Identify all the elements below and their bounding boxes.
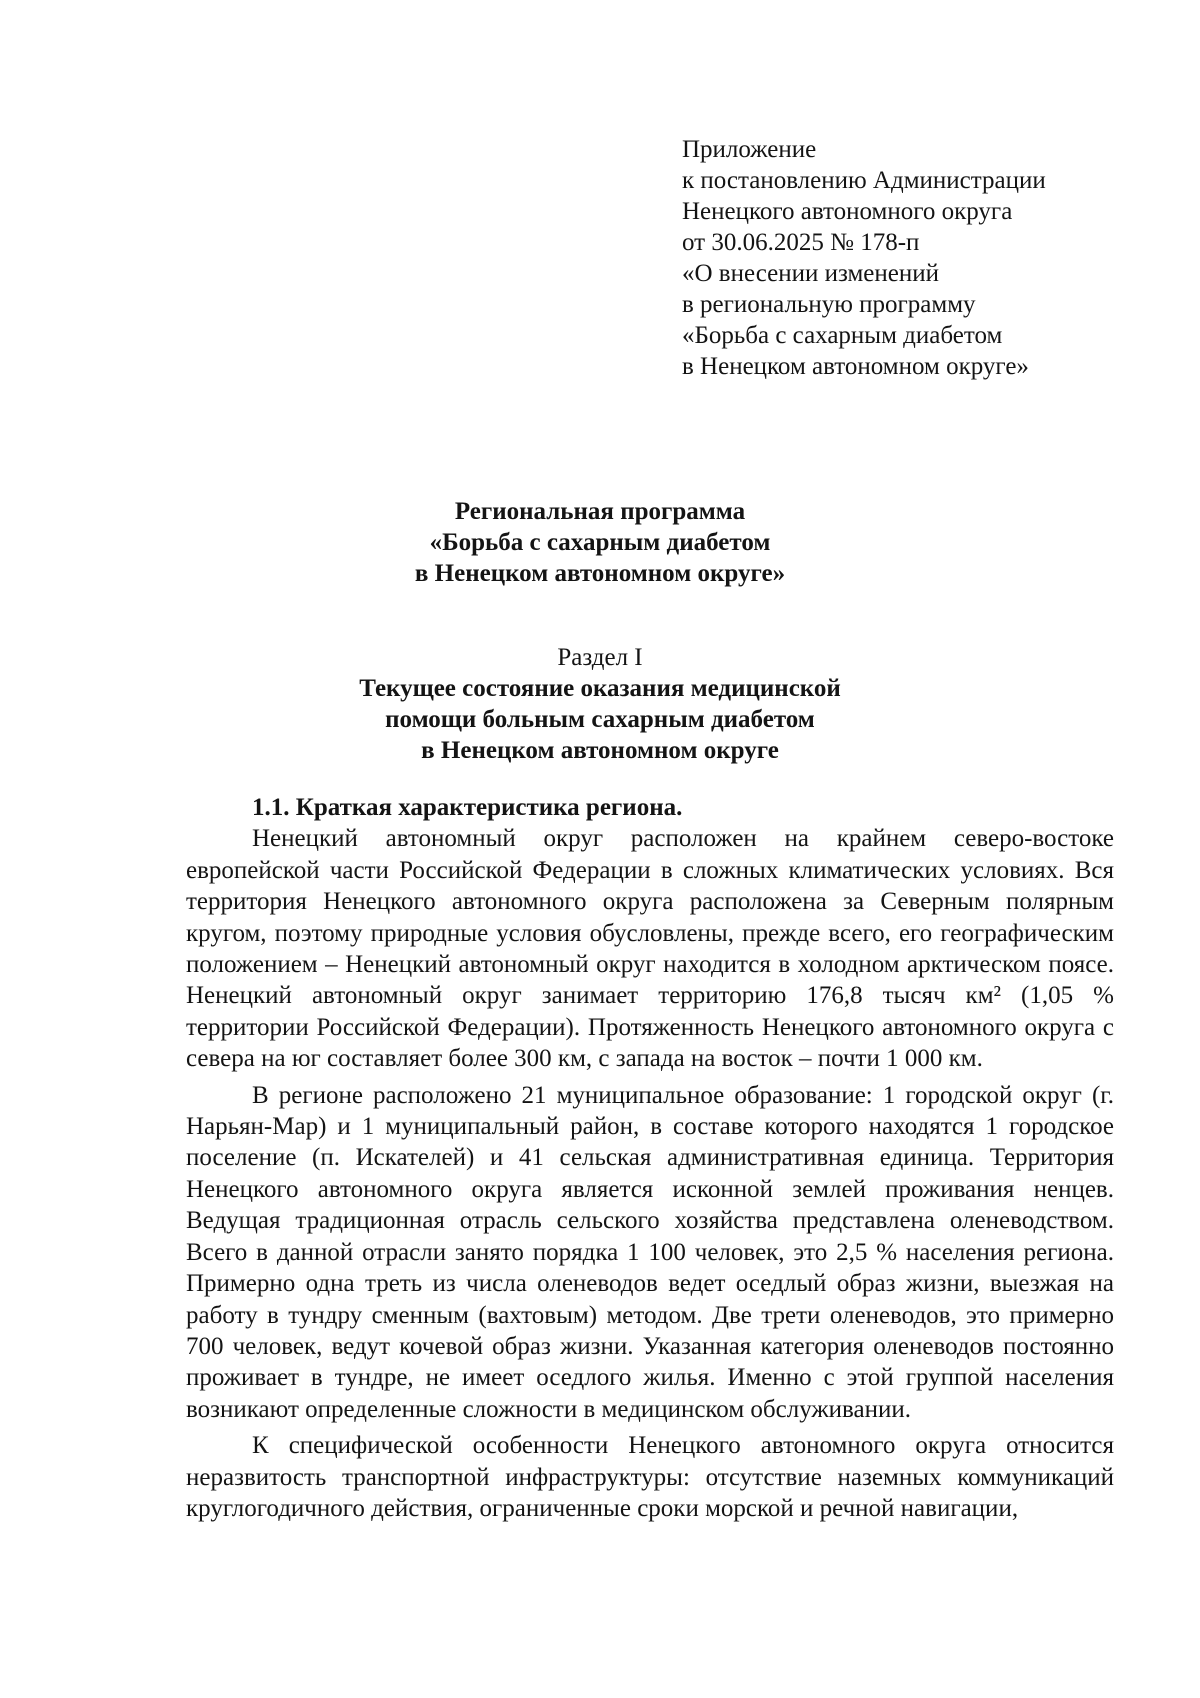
subsection-heading: 1.1. Краткая характеристика региона. bbox=[252, 794, 683, 821]
appendix-line: Ненецкого автономного округа bbox=[682, 198, 1013, 225]
section-title-line: Текущее состояние оказания медицинской bbox=[359, 675, 841, 702]
appendix-line: в региональную программу bbox=[682, 291, 976, 318]
program-title-line: Региональная программа bbox=[454, 498, 746, 525]
appendix-line: «Борьба с сахарным диабетом bbox=[682, 322, 1003, 349]
body-paragraph: К специфической особенности Ненецкого автономного округа относится неразвитость транспортной инфраструктуры: отсутствие наземных коммуникаций круглогодичного действия, ограниченные сроки морской и речной навигации, bbox=[186, 1432, 1114, 1522]
body-paragraph: Ненецкий автономный округ расположен на крайнем северо-востоке европейской части Российской Федерации в сложных климатических условиях. Вся территория Ненецкого автономного округа расположена за Северным полярным кругом, поэтому природные условия обусловлены, прежде всего, его географическим положением – Ненецкий автономный округ находится в холодном арктическом поясе. Ненецкий автономный округ занимает территорию 176,8 тысяч км² (1,05 % территории Российской Федерации). Протяженность Ненецкого автономного округа с севера на юг составляет более 300 км, с запада на восток – почти 1 000 км. bbox=[186, 825, 1114, 1073]
section-title bbox=[300, 673, 900, 766]
appendix-line: Приложение bbox=[682, 136, 817, 163]
program-title-line: в Ненецком автономном округе» bbox=[414, 560, 786, 587]
appendix-line: в Ненецком автономном округе» bbox=[682, 353, 1029, 380]
appendix-line: «О внесении изменений bbox=[682, 260, 940, 287]
program-title bbox=[300, 496, 900, 589]
appendix-block bbox=[682, 134, 1152, 382]
appendix-line: от 30.06.2025 № 178-п bbox=[682, 229, 920, 256]
section-title-line: в Ненецком автономном округе bbox=[421, 737, 779, 764]
section-title-line: помощи больным сахарным диабетом bbox=[385, 706, 815, 733]
document-body bbox=[186, 792, 1114, 1524]
body-paragraph: В регионе расположено 21 муниципальное образование: 1 городской округ (г. Нарьян-Мар) и 1 муниципальный район, в составе которого находятся 1 городское поселение (п. Искателей) и 41 сельская административная единица. Территория Ненецкого автономного округа является исконной землей проживания ненцев. Ведущая традиционная отрасль сельского хозяйства представлена оленеводством. Всего в данной отрасли занято порядка 1 100 человек, это 2,5 % населения региона. Примерно одна треть из числа оленеводов ведет оседлый образ жизни, выезжая на работу в тундру сменным (вахтовым) методом. Две трети оленеводов, это примерно 700 человек, ведут кочевой образ жизни. Указанная категория оленеводов постоянно проживает в тундре, не имеет оседлого жилья. Именно с этой группой населения возникают определенные сложности в медицинском обслуживании. bbox=[186, 1081, 1114, 1423]
program-title-line: «Борьба с сахарным диабетом bbox=[429, 529, 771, 556]
appendix-line: к постановлению Администрации bbox=[682, 167, 1046, 194]
section-label: Раздел I bbox=[557, 644, 643, 671]
